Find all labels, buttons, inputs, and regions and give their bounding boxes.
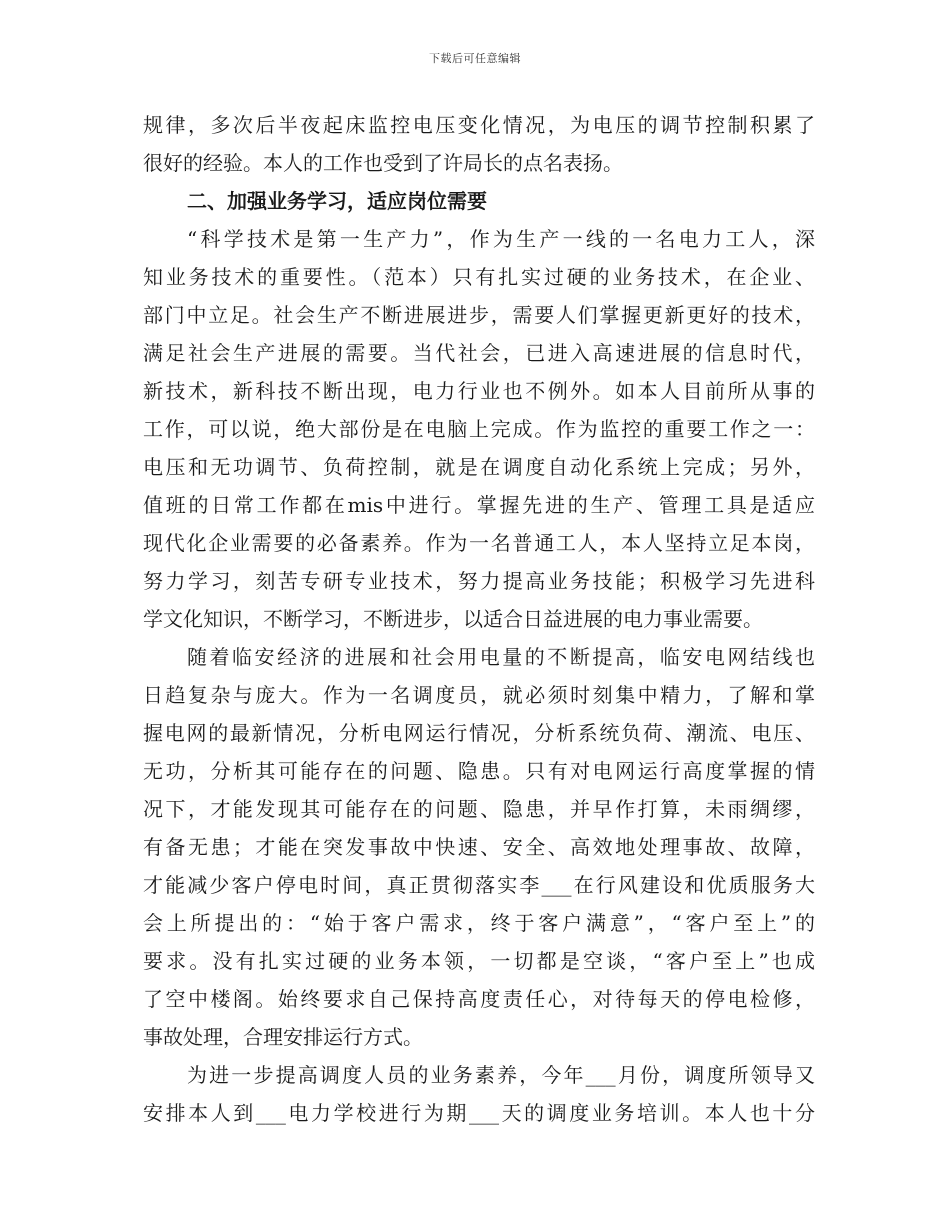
text-line: 工作，可以说，绝大部份是在电脑上完成。作为监控的重要工作之一： bbox=[143, 417, 815, 441]
text-line: 满足社会生产进展的需要。当代社会，已进入高速进展的信息时代， bbox=[143, 341, 815, 365]
text-line: 握电网的最新情况，分析电网运行情况，分析系统负荷、潮流、电压、 bbox=[143, 721, 815, 745]
text-line: 事故处理，合理安排运行方式。 bbox=[143, 1025, 423, 1049]
text-line: 日趋复杂与庞大。作为一名调度员，就必须时刻集中精力，了解和掌 bbox=[143, 683, 815, 707]
text-line: 知业务技术的重要性。（范本）只有扎实过硬的业务技术，在企业、 bbox=[143, 265, 815, 289]
text-line: 安排本人到___电力学校进行为期___天的调度业务培训。本人也十分 bbox=[143, 1101, 815, 1125]
text-line: 学文化知识，不断学习，不断进步，以适合日益进展的电力事业需要。 bbox=[143, 607, 763, 631]
text-line: “科学技术是第一生产力”，作为生产一线的一名电力工人，深 bbox=[187, 227, 815, 251]
text-line: 很好的经验。本人的工作也受到了许局长的点名表扬。 bbox=[143, 151, 623, 175]
text-line: 努力学习，刻苦专研专业技术，努力提高业务技能；积极学习先进科 bbox=[143, 569, 815, 593]
page-header: 下载后可任意编辑 bbox=[429, 52, 521, 65]
text-line: 电压和无功调节、负荷控制，就是在调度自动化系统上完成；另外， bbox=[143, 455, 815, 479]
text-line: 有备无患；才能在突发事故中快速、安全、高效地处理事故、故障， bbox=[143, 835, 815, 859]
text-line: 会上所提出的：“始于客户需求，终于客户满意”，“客户至上”的 bbox=[143, 911, 815, 935]
text-line: 无功，分析其可能存在的问题、隐患。只有对电网运行高度掌握的情 bbox=[143, 759, 815, 783]
text-line: 要求。没有扎实过硬的业务本领，一切都是空谈，“客户至上”也成 bbox=[143, 949, 815, 973]
text-line: 为进一步提高调度人员的业务素养，今年___月份，调度所领导又 bbox=[187, 1063, 815, 1087]
text-line: 值班的日常工作都在mis中进行。掌握先进的生产、管理工具是适应 bbox=[143, 493, 815, 517]
text-line: 随着临安经济的进展和社会用电量的不断提高，临安电网结线也 bbox=[187, 645, 815, 669]
paragraph-1 bbox=[143, 106, 815, 182]
paragraph-2 bbox=[143, 220, 815, 638]
document-body bbox=[143, 106, 815, 1132]
paragraph-3 bbox=[143, 638, 815, 1056]
text-line: 现代化企业需要的必备素养。作为一名普通工人，本人坚持立足本岗， bbox=[143, 531, 815, 555]
text-line: 新技术，新科技不断出现，电力行业也不例外。如本人目前所从事的 bbox=[143, 379, 815, 403]
text-line: 了空中楼阁。始终要求自己保持高度责任心，对待每天的停电检修， bbox=[143, 987, 815, 1011]
section-heading: 二、加强业务学习，适应岗位需要 bbox=[187, 189, 487, 213]
text-line: 部门中立足。社会生产不断进展进步，需要人们掌握更新更好的技术， bbox=[143, 303, 815, 327]
text-line: 才能减少客户停电时间，真正贯彻落实李___在行风建设和优质服务大 bbox=[143, 873, 815, 897]
text-line: 规律，多次后半夜起床监控电压变化情况，为电压的调节控制积累了 bbox=[143, 113, 815, 137]
paragraph-4 bbox=[143, 1056, 815, 1132]
text-line: 况下，才能发现其可能存在的问题、隐患，并早作打算，未雨绸缪， bbox=[143, 797, 815, 821]
